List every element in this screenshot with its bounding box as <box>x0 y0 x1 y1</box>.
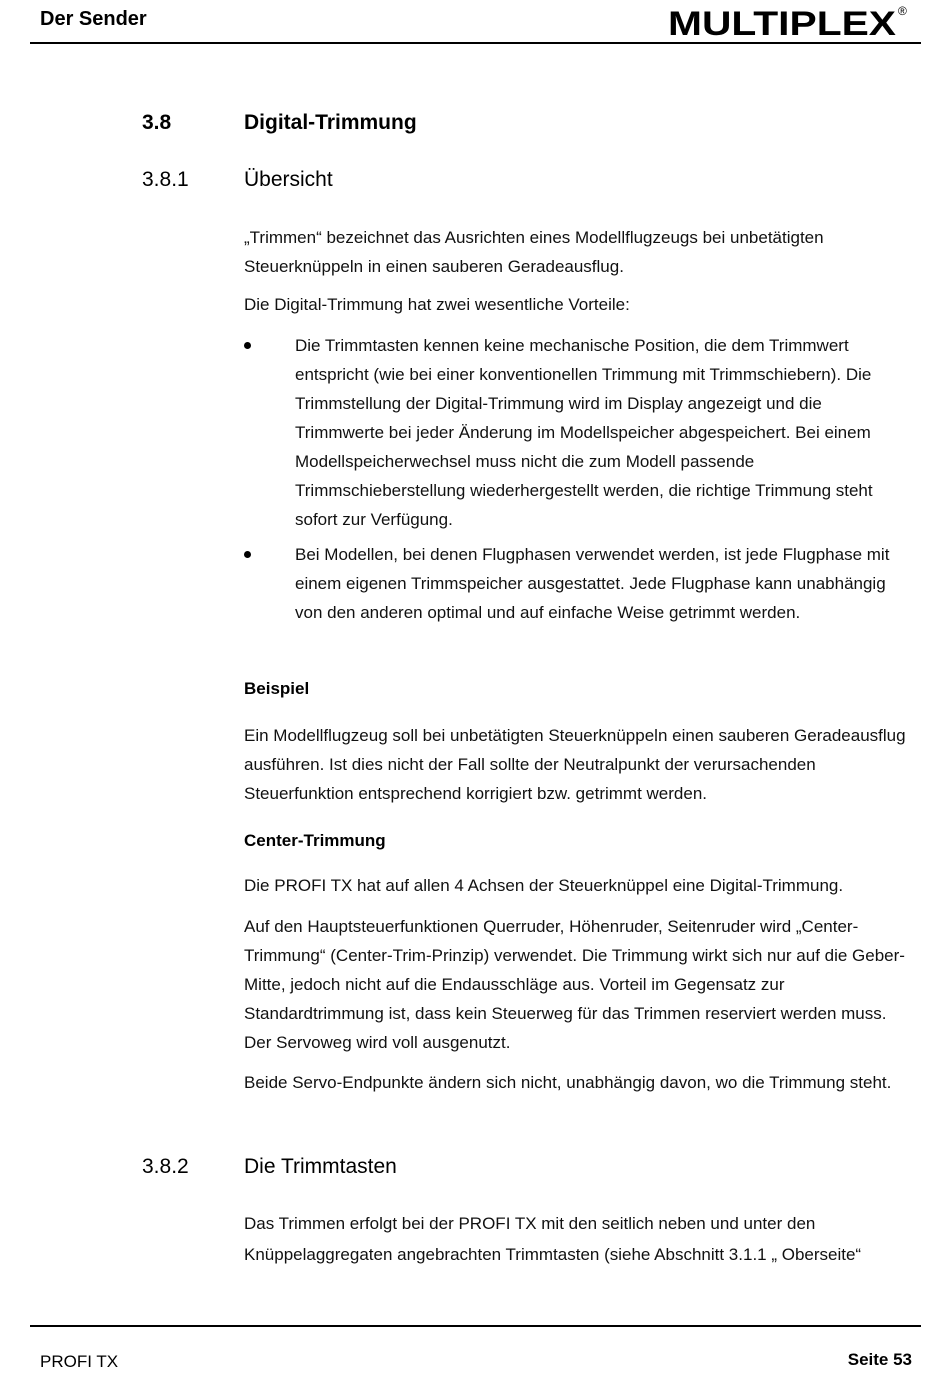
multiplex-logo <box>666 2 914 42</box>
advantages-lead: Die Digital-Trimmung hat zwei wesentliche Vorteile: <box>244 295 630 314</box>
advantages-list <box>244 331 914 627</box>
section-title: Digital-Trimmung <box>244 111 417 134</box>
intro-paragraph: „Trimmen“ bezeichnet das Ausrichten eines Modellflugzeugs bei unbetätigten Steuerknüppeln in einen sauberen Geradeausflug. <box>244 228 824 276</box>
header-title: Der Sender <box>40 8 147 30</box>
list-item <box>244 331 914 534</box>
section-title: Die Trimmtasten <box>244 1155 397 1178</box>
center-trim-paragraph-3: Beide Servo-Endpunkte ändern sich nicht, unabhängig davon, wo die Trimmung steht. <box>244 1073 892 1092</box>
bullet-icon <box>244 342 251 349</box>
example-heading: Beispiel <box>244 679 310 698</box>
trim-buttons-paragraph: Das Trimmen erfolgt bei der PROFI TX mit den seitlich neben und unter den Knüppelaggregaten angebrachten Trimmtasten (siehe Abschnitt 3.1.1 „ Oberseite“ <box>244 1214 862 1264</box>
list-item-text: Bei Modellen, bei denen Flugphasen verwendet werden, ist jede Flugphase mit einem eigenen Trimmspeicher ausgestattet. Jede Flugphase kann unabhängig von den anderen optimal und auf einfache Weise getrimmt werden. <box>295 545 890 622</box>
registered-mark: ® <box>898 4 907 18</box>
center-trim-paragraph-1: Die PROFI TX hat auf allen 4 Achsen der Steuerknüppel eine Digital-Trimmung. <box>244 876 844 895</box>
bullet-icon <box>244 551 251 558</box>
list-item <box>244 540 914 627</box>
section-number: 3.8 <box>142 111 172 134</box>
page-number: Seite 53 <box>847 1350 912 1369</box>
center-trim-paragraph-2: Auf den Hauptsteuerfunktionen Querruder, Höhenruder, Seitenruder wird „Center-Trimmung“ (Center-Trim-Prinzip) verwendet. Die Trimmung wirkt sich nur auf die Geber-Mitte, jedoch nicht auf die Endausschläge aus. Vorteil im Gegensatz zur Standardtrimmung ist, dass kein Steuerweg für das Trimmen reserviert werden muss. Der Servoweg wird voll ausgenutzt. <box>244 917 905 1052</box>
section-title: Übersicht <box>244 168 333 191</box>
footer-rule <box>30 1325 921 1327</box>
section-number: 3.8.2 <box>142 1155 189 1178</box>
center-trim-heading: Center-Trimmung <box>244 831 386 850</box>
header-rule <box>30 42 921 44</box>
footer-product: PROFI TX <box>40 1352 119 1371</box>
logo-text: MULTIPLEX <box>668 5 897 42</box>
list-item-text: Die Trimmtasten kennen keine mechanische Position, die dem Trimmwert entspricht (wie bei einer konventionellen Trimmung mit Trimmschiebern). Die Trimmstellung der Digital-Trimmung wird im Display angezeigt und die Trimmwerte bei jeder Änderung im Modellspeicher abgespeichert. Bei einem Modellspeicherwechsel muss nicht die zum Modell passende Trimmschieberstellung wiederhergestellt werden, die richtige Trimmung steht sofort zur Verfügung. <box>295 336 873 529</box>
example-paragraph: Ein Modellflugzeug soll bei unbetätigten Steuerknüppeln einen sauberen Geradeausflug ausführen. Ist dies nicht der Fall sollte der Neutralpunkt der verursachenden Steuerfunktion entsprechend korrigiert bzw. getrimmt werden. <box>244 726 906 803</box>
section-number: 3.8.1 <box>142 168 189 191</box>
